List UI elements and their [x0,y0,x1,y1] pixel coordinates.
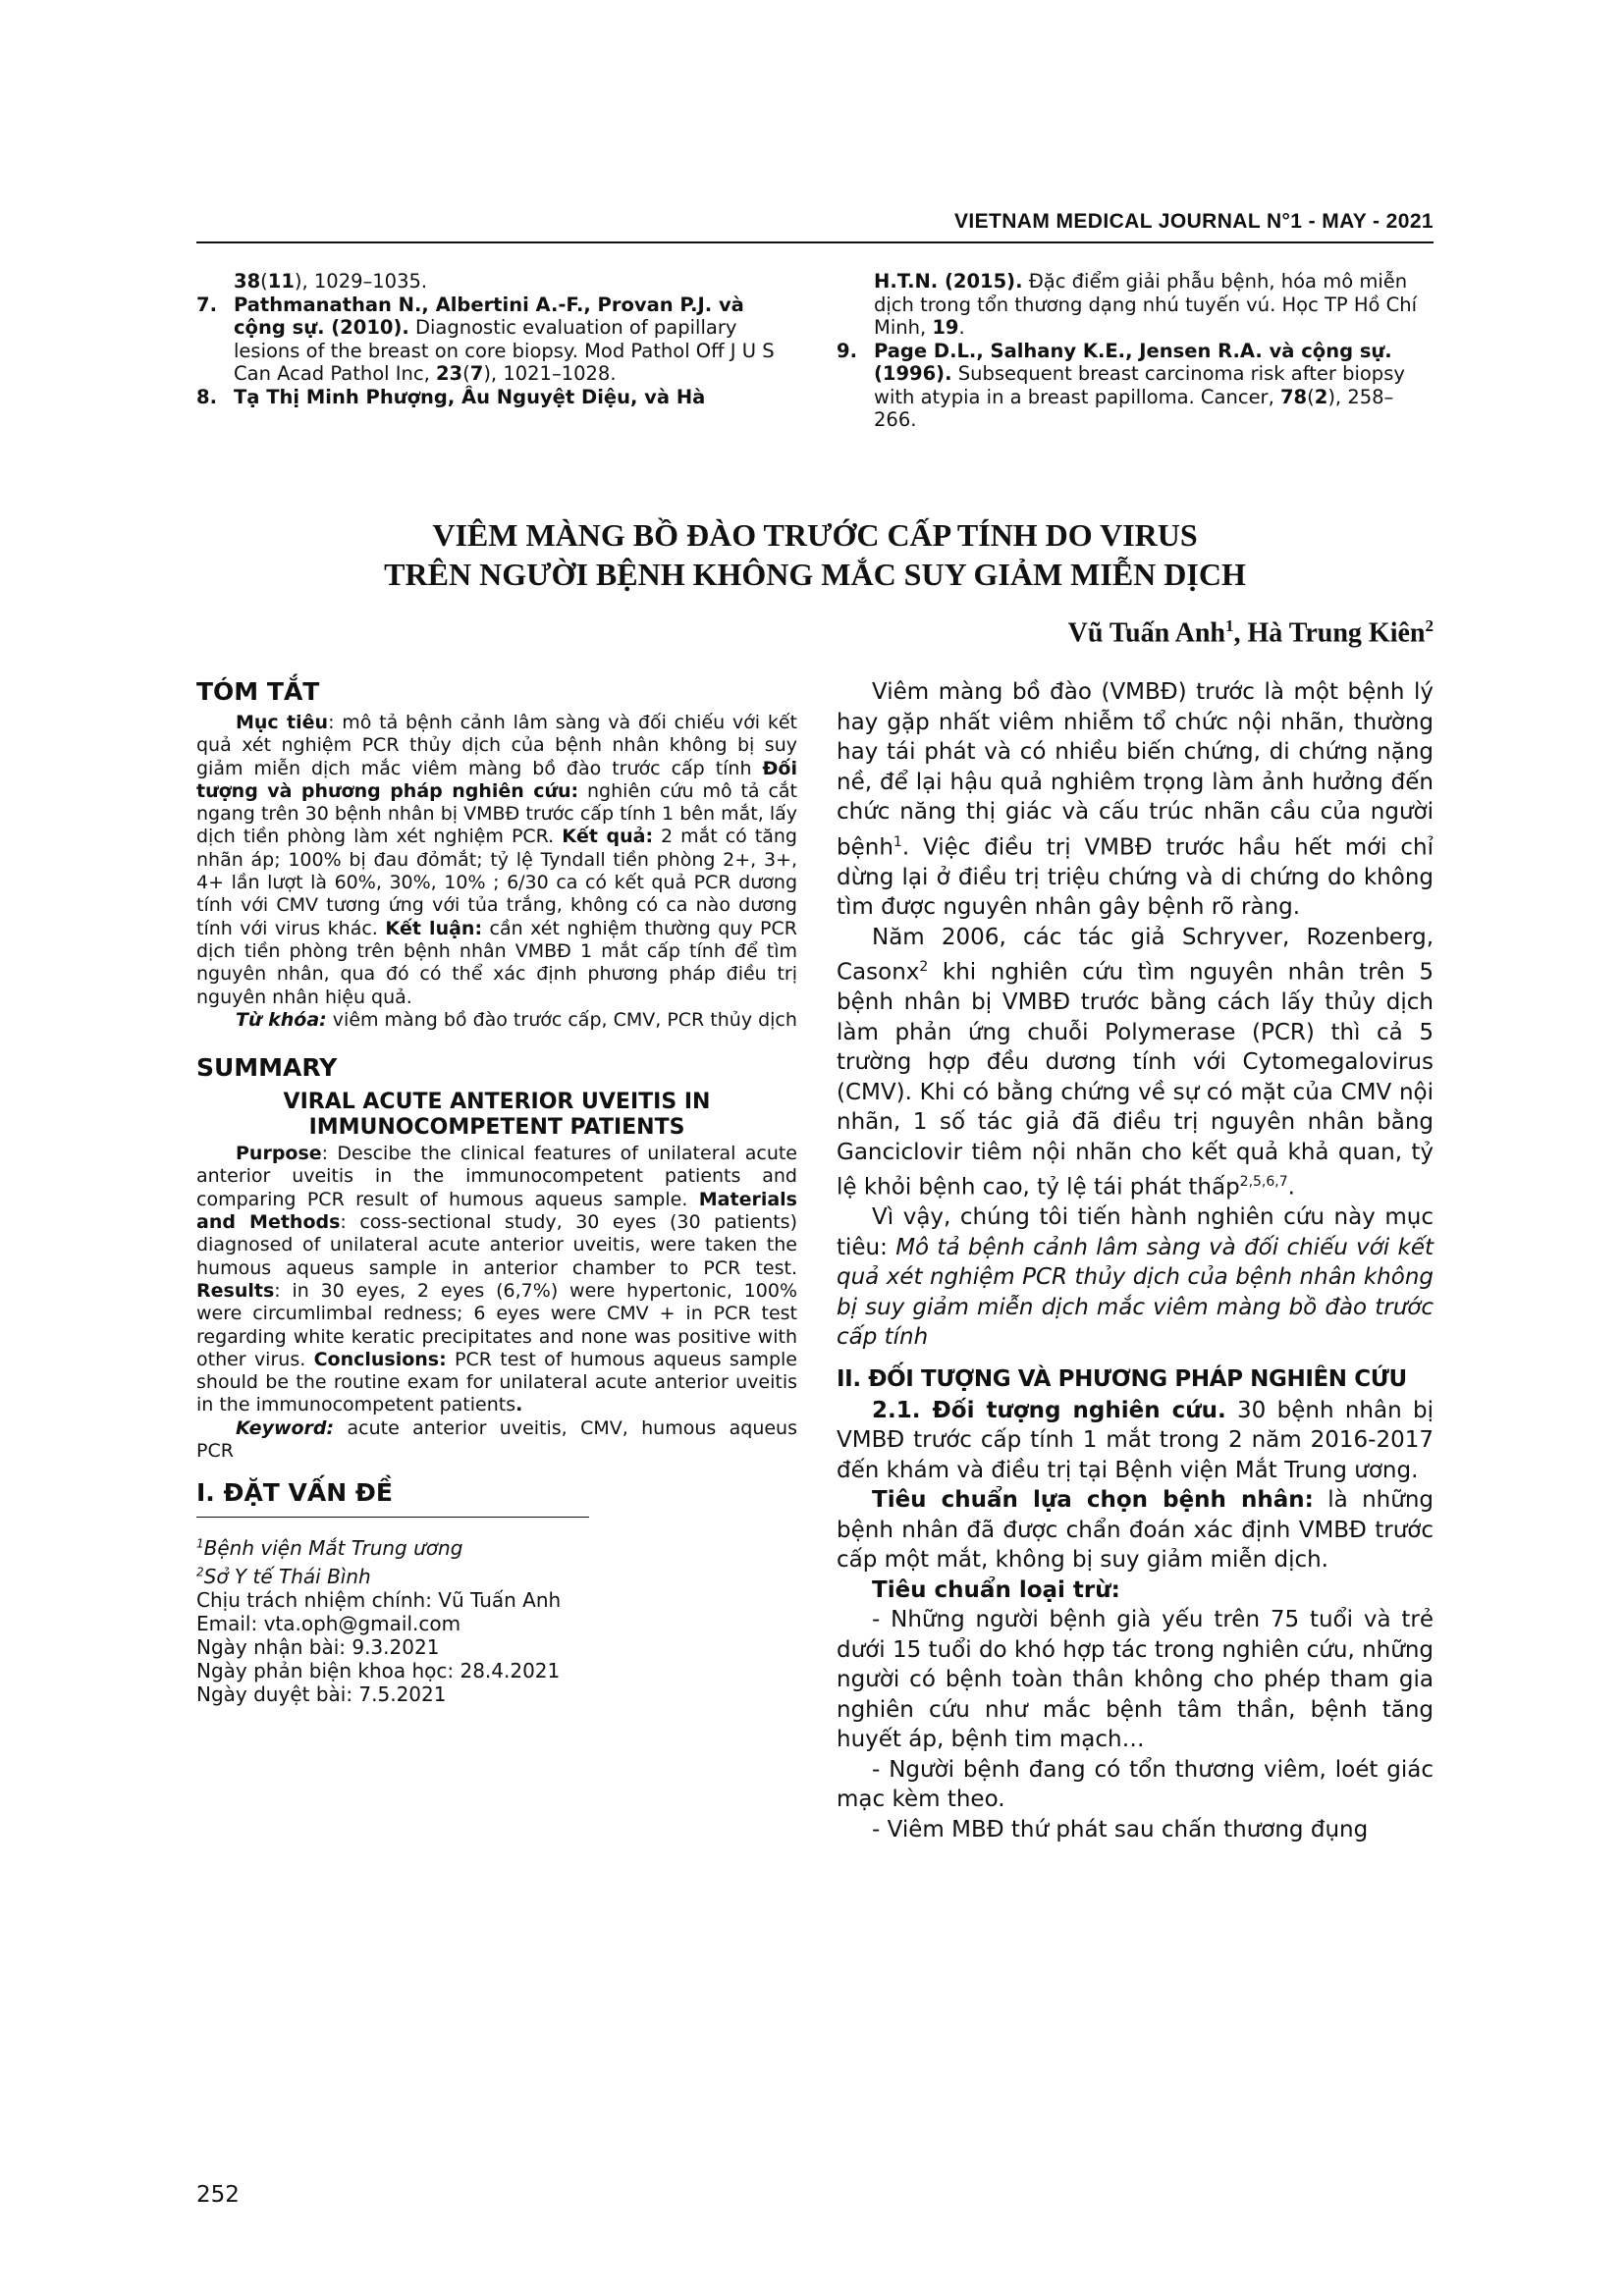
reference-9 [837,340,1434,432]
reference-8 [196,386,797,409]
ref-authors: Pathmanathan N., Albertini A.-F., Provan P.J. và cộng sự. (2010). [234,293,744,339]
contact-email: Email: vta.oph@gmail.com [196,1611,461,1635]
ref-text: ( [260,270,268,293]
ref-volume: 23 [435,362,463,385]
paragraph-text: khi nghiên cứu tìm nguyên nhân trên 5 bệnh nhân bị VMBĐ trước bằng cách lấy thủy dịch làm phản ứng chuỗi Polymerase (PCR) thì cả 5 trường hợp đều dương tính với Cytomegalovirus (CMV). Khi có bằng chứng về sự có mặt của CMV nội nhãn, 1 số tác giả đã điều trị nguyên nhân bằng Ganciclovir tiêm nội nhãn cho kết quả khả quan, tỷ lệ khỏi bệnh cao, tỷ lệ tái phát thấp [837,959,1434,1201]
abstract-en-keywords [196,1417,797,1464]
author-affiliation-mark: 2 [1425,616,1434,635]
ref-volume: 78 [1279,385,1308,408]
label-purpose: Purpose [236,1143,322,1165]
paragraph-text: Năm 2006, các tác giả Schryver, Rozenberg, Casonx [837,924,1434,986]
inclusion-criteria [837,1485,1434,1575]
paragraph-text: là những bệnh nhân đã được chẩn đoán xác định VMBĐ trước cấp một mắt, không bị suy giảm miễn dịch. [837,1487,1435,1574]
ref-body: Pathmanathan N., Albertini A.-F., Provan P.J. và cộng sự. (2010). Diagnostic evaluation of papillary lesions of the breast on core biopsy. Mod Pathol Off J U S Can Acad Pathol Inc, 23(7), 1021–1028. [234,293,775,385]
paragraph-text: Viêm màng bồ đào (VMBĐ) trước là một bệnh lý hay gặp nhất viêm nhiễm tổ chức nội nhãn, thường hay tái phát và có nhiều biến chứng, di chứng nặng nề, để lại hậu quả nghiêm trọng làm ảnh hưởng đến chức năng thị giác và cấu trúc nhãn cầu của người bệnh [837,679,1434,861]
author-name: Hà Trung Kiên [1247,617,1426,649]
summary-title-line-2: IMMUNOCOMPETENT PATIENTS [308,1115,685,1141]
ref-number: 9. [837,339,857,362]
exclusion-criteria-heading [837,1575,1434,1606]
text-conclusions-end: . [515,1394,523,1416]
ref-text: . [958,316,965,339]
footnotes [196,1531,797,1705]
summary-heading: SUMMARY [196,1053,338,1083]
citation-mark: 2 [919,959,929,976]
footnote-rule [196,1517,589,1518]
ref-pages: ), 258–266. [874,385,1394,431]
label-keyword: Keyword: [236,1416,335,1439]
section-1-heading: I. ĐẶT VẤN ĐỀ [196,1478,393,1508]
ref-text: ), 1029–1035. [294,270,428,293]
text-keywords: viêm màng bồ đào trước cấp, CMV, PCR thủy dịch [326,1008,797,1031]
text-conclusion: cần xét nghiệm thường quy PCR dịch tiền phòng trên bệnh nhân VMBĐ 1 mắt cấp tính để tìm nguyên nhân, qua đó có thể xác định phương pháp điều trị nguyên nhân hiệu quả. [196,917,797,1008]
summary-title-line-1: VIRAL ACUTE ANTERIOR UVEITIS IN [283,1090,711,1115]
author-affiliation-mark: 1 [1224,616,1234,635]
text-methods: : coss-sectional study, 30 eyes (30 patients) diagnosed of unilateral acute anterior uveitis, were taken the humous aqueus sample in anterior chamber to PCR test. [196,1211,797,1279]
subsection-2-1 [837,1396,1434,1486]
objective-text: Mô tả bệnh cảnh lâm sàng và đối chiếu với kết quả xét nghiệm PCR thủy dịch của bệnh nhân không bị suy giảm miễn dịch mắc viêm màng bồ đào trước cấp tính [837,1234,1434,1351]
ref-body: Page D.L., Salhany K.E., Jensen R.A. và cộng sự. (1996). Subsequent breast carcinoma risk after biopsy with atypia in a breast papilloma. Cancer, 78(2), 258–266. [874,339,1405,431]
abstract-vi-heading: TÓM TẮT [196,677,320,706]
intro-paragraph-2 [837,923,1434,1203]
page-number: 252 [196,2182,240,2208]
header-rule [196,241,1434,243]
article-title-line-1: VIÊM MÀNG BỒ ĐÀO TRƯỚC CẤP TÍNH DO VIRUS [432,517,1198,553]
affiliation-mark: 1 [196,1536,204,1551]
paragraph-text: . [1287,1174,1295,1201]
paragraph-text: Vì vậy, chúng tôi tiến hành nghiên cứu này mục tiêu: [837,1204,1434,1260]
date-accepted: Ngày duyệt bài: 7.5.2021 [196,1682,447,1706]
running-header: VIETNAM MEDICAL JOURNAL N°1 - MAY - 2021 [953,210,1434,233]
right-column [837,677,1434,1844]
affiliation-text: Sở Y tế Thái Bình [203,1564,371,1588]
intro-paragraph-1 [837,677,1434,923]
exclusion-item-3: - Viêm MBĐ thứ phát sau chấn thương đụng [872,1816,1369,1842]
subsection-2-1-heading: 2.1. Đối tượng nghiên cứu. [872,1397,1226,1423]
intro-paragraph-3 [837,1202,1434,1353]
abstract-en [196,1143,797,1463]
summary-title [196,1090,797,1141]
article-authors [1068,616,1434,649]
ref-volume: 38 [234,270,261,293]
exclusion-criteria-label: Tiêu chuẩn loại trừ: [872,1576,1120,1603]
ref-text: Subsequent breast carcinoma risk after biopsy with atypia in a breast papilloma. Cancer, [874,362,1405,408]
label-conclusions: Conclusions: [313,1348,447,1370]
label-methods: Materials and Methods [196,1188,797,1234]
introduction-body [837,677,1434,1353]
label-keywords: Từ khóa: [236,1008,327,1031]
methods-body [837,1396,1434,1845]
left-column [196,677,797,1706]
label-objective: Mục tiêu [236,712,329,733]
text-keyword: acute anterior uveitis, CMV, humous aqueus PCR [196,1416,797,1463]
text-methods: nghiên cứu mô tả cắt ngang trên 30 bệnh nhân bị VMBĐ trước cấp tính 1 bên mắt, lấy dịch tiền phòng làm xét nghiệm PCR. [196,779,797,848]
responsible-author: Chịu trách nhiệm chính: Vũ Tuấn Anh [196,1587,562,1612]
citation-mark: 1 [893,833,902,850]
date-received: Ngày nhận bài: 9.3.2021 [196,1634,440,1659]
affiliation-1 [196,1531,797,1560]
citation-mark: 2,5,6,7 [1239,1174,1288,1191]
abstract-vi-keywords [196,1009,797,1032]
ref-text: Đặc điểm giải phẫu bệnh, hóa mô miễn dịch trong tổn thương dạng nhú tuyến vú. Học TP Hồ Chí Minh, [874,270,1418,339]
affiliation-2 [196,1560,797,1588]
affiliation-text: Bệnh viện Mắt Trung ương [203,1535,463,1560]
inclusion-criteria-label: Tiêu chuẩn lựa chọn bệnh nhân: [872,1487,1314,1514]
article-title-line-2: TRÊN NGƯỜI BỆNH KHÔNG MẮC SUY GIẢM MIỄN DỊCH [384,557,1246,592]
ref-body [234,386,797,409]
article-title [196,515,1434,594]
ref-authors: Tạ Thị Minh Phượng, Âu Nguyệt Diệu, và Hà [234,385,706,408]
references-right [837,270,1434,432]
label-results: Results [196,1279,275,1302]
label-conclusion: Kết luận: [385,917,483,939]
reference-7 [196,294,797,386]
paragraph-text: 30 bệnh nhân bị VMBĐ trước cấp tính 1 mắt trong 2 năm 2016-2017 đến khám và điều trị tại Bệnh viện Mắt Trung ương. [837,1397,1434,1483]
reference-8-continued [837,270,1434,340]
reference-6-continued [196,270,797,294]
text-conclusions: PCR test of humous aqueus sample should be the routine exam for unilateral acute anterior uveitis in the immunocompetent patients [196,1348,797,1416]
abstract-vi [196,712,797,1032]
text-results: : in 30 eyes, 2 eyes (6,7%) were hypertonic, 100% were circumlimbal redness; 6 eyes were CMV + in PCR test regarding white keratic precipitates and none was positive with other virus. [196,1279,797,1370]
references-left [196,270,797,408]
ref-issue: 2 [1314,385,1328,408]
ref-issue: 7 [469,362,484,385]
ref-authors: H.T.N. (2015). [874,270,1023,293]
ref-authors: Page D.L., Salhany K.E., Jensen R.A. và cộng sự. (1996). [874,339,1392,385]
affiliation-mark: 2 [196,1564,204,1578]
ref-pages: ), 1021–1028. [483,362,617,385]
ref-number: 7. [196,293,217,316]
ref-issue: 11 [267,270,295,293]
abstract-en-body [196,1143,797,1417]
text-results: 2 mắt có tăng nhãn áp; 100% bị đau đỏmắt; tỷ lệ Tyndall tiền phòng 2+, 3+, 4+ lần lượt là 60%, 30%, 10% ; 6/30 ca có kết quả PCR dương tính với CMV tương ứng với tủa trắng, không có ca nào dương tính với virus khác. [196,826,797,939]
date-reviewed: Ngày phản biện khoa học: 28.4.2021 [196,1658,561,1682]
author-name: Vũ Tuấn Anh [1067,617,1225,649]
exclusion-item-2: - Người bệnh đang có tổn thương viêm, loét giác mạc kèm theo. [837,1756,1434,1813]
label-methods: Đối tượng và phương pháp nghiên cứu: [196,757,797,802]
text-purpose: : Descibe the clinical features of unilateral acute anterior uveitis in the immunocompetent patients and comparing PCR result of humous aqueus sample. [196,1143,797,1210]
exclusion-item-1: - Những người bệnh già yếu trên 75 tuổi và trẻ dưới 15 tuổi do khó hợp tác trong nghiên cứu, những người có bệnh toàn thân không cho phép tham gia nghiên cứu như mắc bệnh tâm thần, bệnh tăng huyết áp, bệnh tim mạch… [837,1607,1434,1753]
abstract-vi-body [196,712,797,1009]
author-separator: , [1233,617,1248,649]
paragraph-text: . Việc điều trị VMBĐ trước hầu hết mới chỉ dừng lại ở điều trị triệu chứng và di chứng do không tìm được nguyên nhân gây bệnh rõ ràng. [837,834,1434,921]
section-2-heading: II. ĐỐI TƯỢNG VÀ PHƯƠNG PHÁP NGHIÊN CỨU [837,1365,1407,1392]
label-results: Kết quả: [562,826,654,848]
text-objective: : mô tả bệnh cảnh lâm sàng và đối chiếu với kết quả xét nghiệm PCR thủy dịch của bệnh nhân không bị suy giảm miễn dịch mắc viêm màng bồ đào trước cấp tính [196,712,797,779]
ref-number: 8. [196,385,217,408]
ref-volume: 19 [932,316,959,339]
ref-text: Diagnostic evaluation of papillary lesions of the breast on core biopsy. Mod Pathol Off J U S Can Acad Pathol Inc, [234,316,775,385]
